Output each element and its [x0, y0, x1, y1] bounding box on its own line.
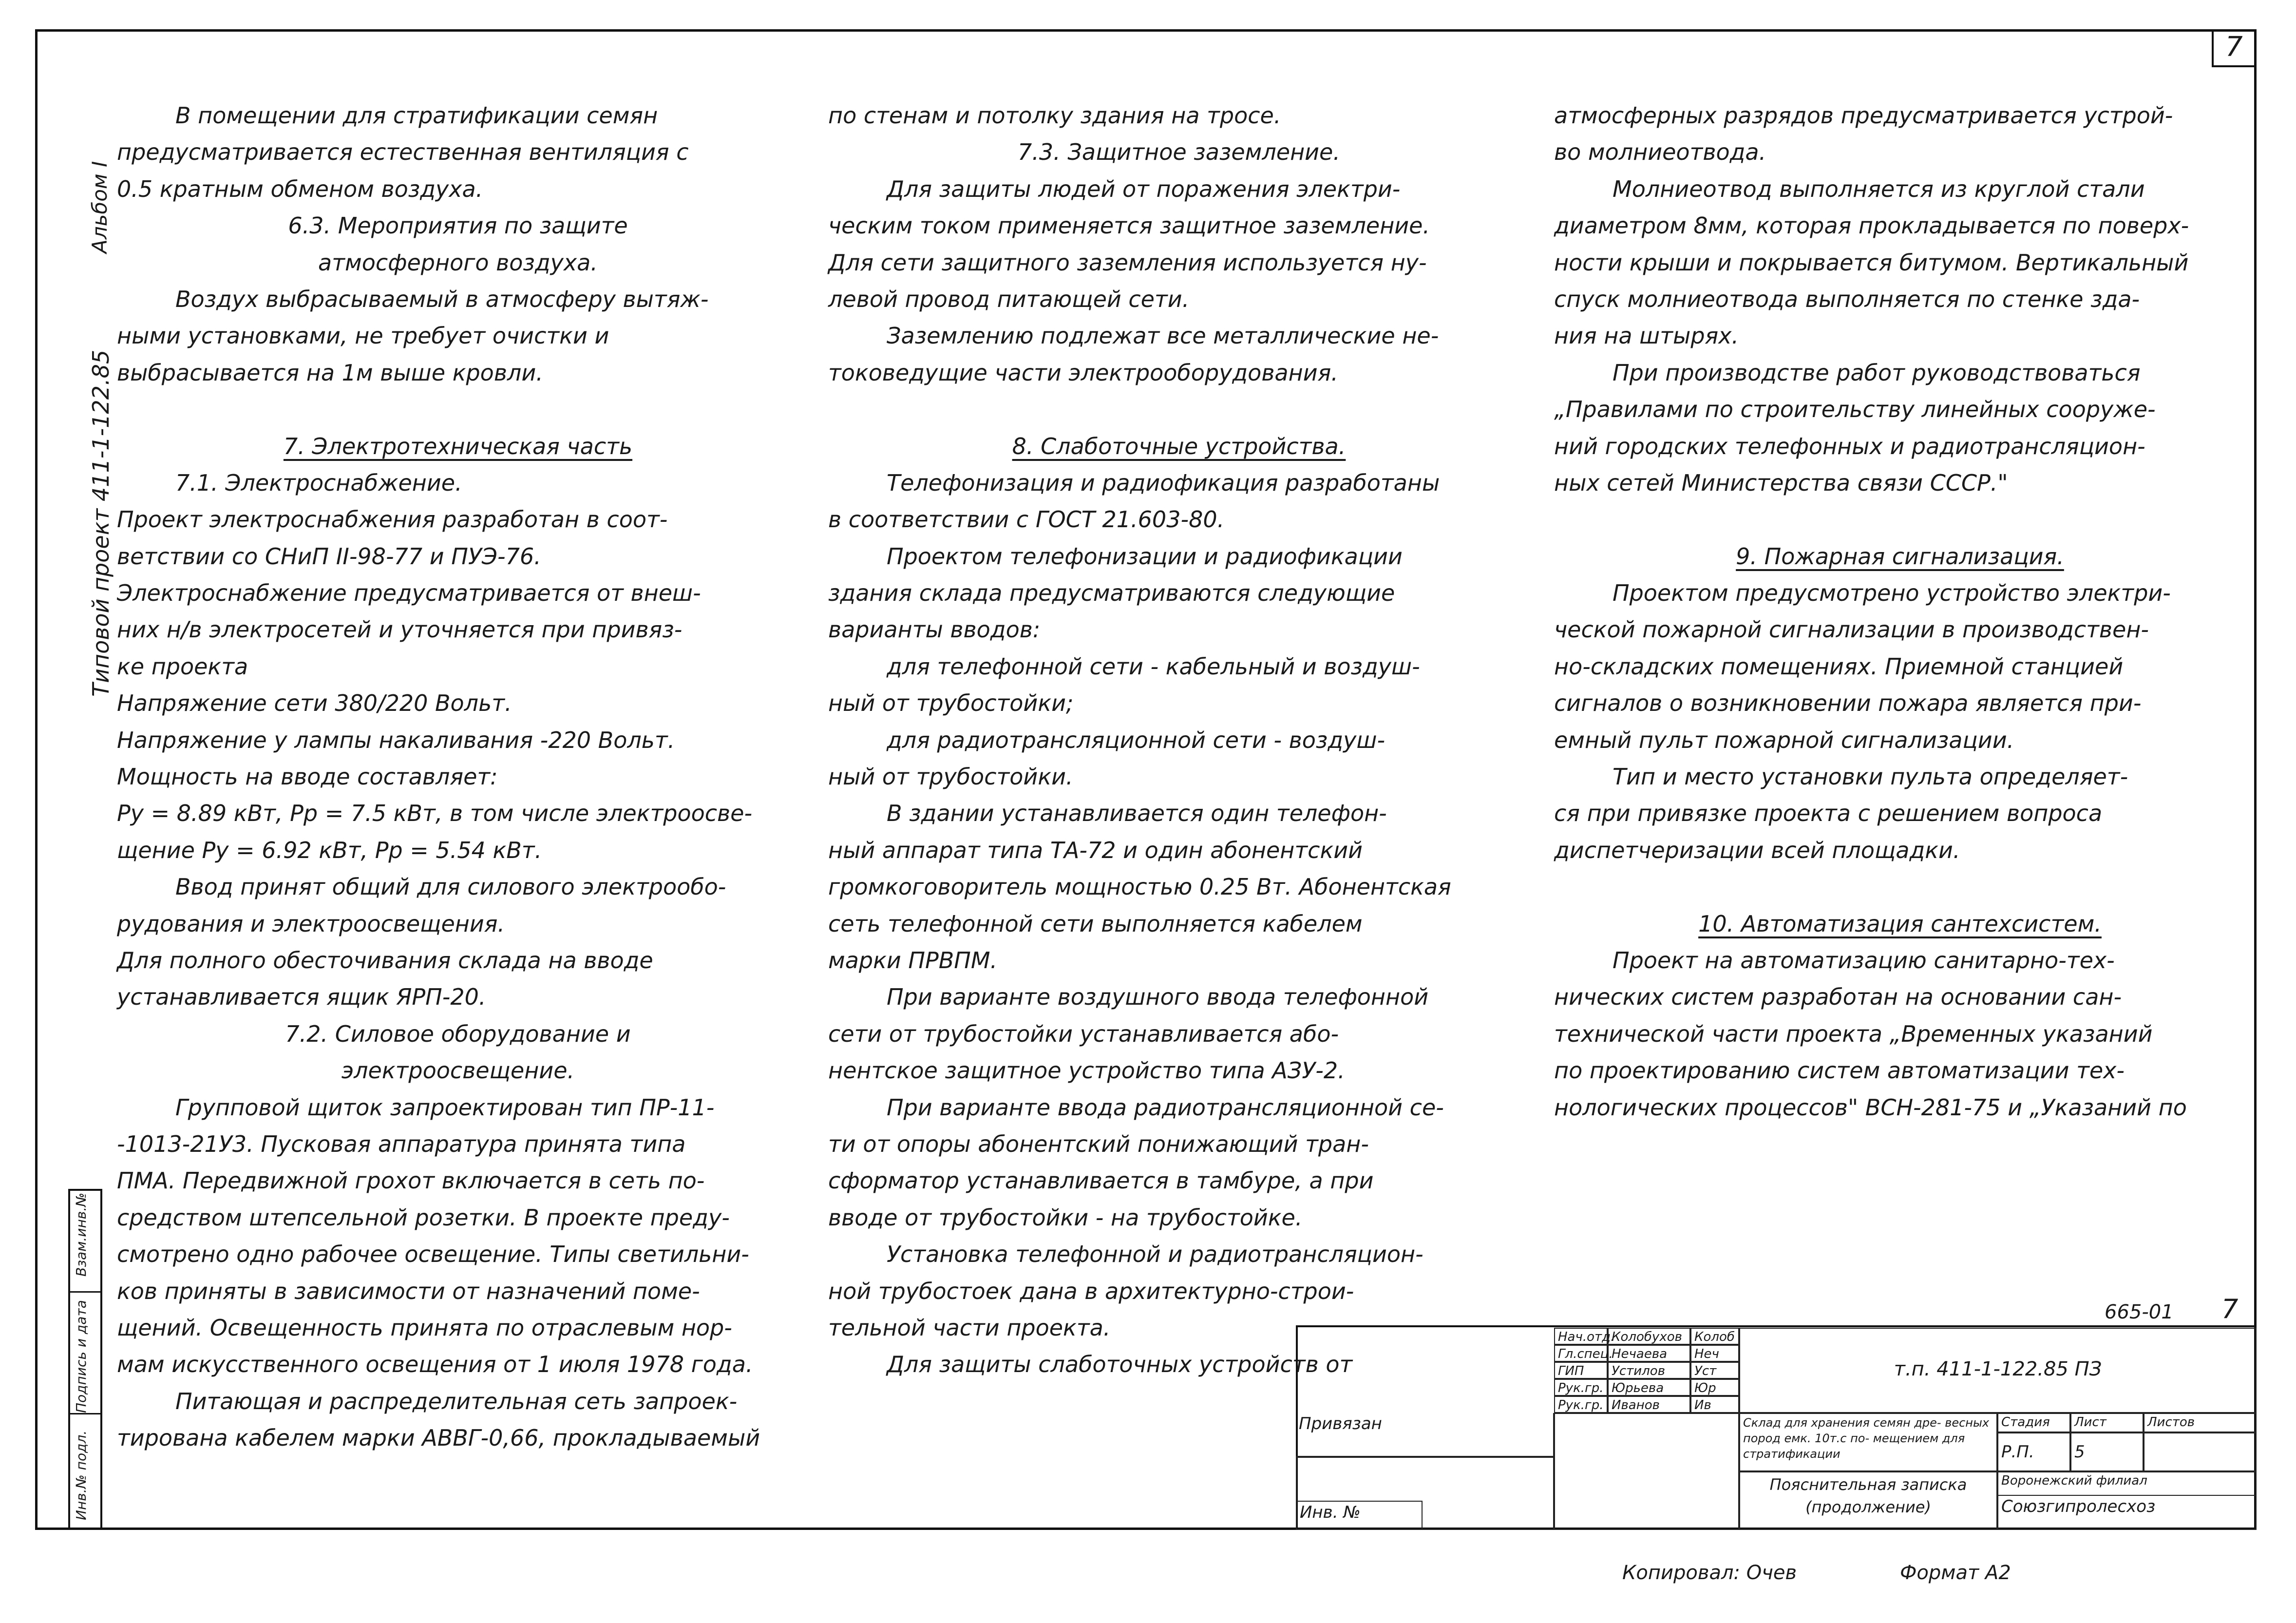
role-cell: Рук.гр. [1554, 1379, 1608, 1396]
text-line: Электроснабжение предусматривается от внеш- [117, 580, 701, 607]
text-line: ков приняты в зависимости от назначений поме- [117, 1278, 700, 1304]
text-line: ветствии со СНиП II-98-77 и ПУЭ-76. [117, 543, 541, 570]
organization-name: Союзгипролесхоз [1997, 1496, 2257, 1530]
section-heading: 10. Автоматизация сантехсистем. [1698, 910, 2102, 937]
section-heading: 7. Электротехническая часть [283, 433, 633, 459]
sheet-number-right: 7 [2221, 1294, 2239, 1324]
text-line: „Правилами по строительству линейных сооруже- [1554, 396, 2156, 423]
role-name: Устилов [1608, 1362, 1690, 1379]
text-line: ческой пожарной сигнализации в производствен- [1554, 616, 2149, 643]
role-name: Юрьева [1608, 1379, 1690, 1396]
footer-copied: Копировал: Очев [1622, 1562, 1797, 1584]
role-sign: Неч [1690, 1345, 1739, 1362]
text-line: В помещении для стратификации семян [175, 102, 658, 129]
text-line: технической части проекта „Временных указаний [1554, 1020, 2153, 1047]
text-line: При варианте ввода радиотрансляционной се- [887, 1094, 1444, 1121]
designation-cell: т.п. 411-1-122.85 ПЗ [1739, 1328, 2257, 1413]
text-line: 0.5 кратным обменом воздуха. [117, 175, 483, 202]
subsection-heading: 7.3. Защитное заземление. [1018, 139, 1340, 166]
drawing-title: Склад для хранения семян дре- весных пород емк. 10т.с по- мещением для стратификации [1739, 1413, 1997, 1471]
text-line: Установка телефонной и радиотрансляцион- [887, 1241, 1423, 1268]
text-line: диаметром 8мм, которая прокладывается по поверх- [1554, 212, 2189, 239]
text-line: для радиотрансляционной сети - воздуш- [887, 726, 1385, 753]
text-line: токоведущие части электрооборудования. [828, 359, 1338, 386]
text-line: выбрасывается на 1м выше кровли. [117, 359, 543, 386]
text-line: марки ПРВПМ. [828, 947, 998, 974]
roles-empty-area [1554, 1413, 1739, 1530]
text-line: сеть телефонной сети выполняется кабелем [828, 910, 1363, 937]
text-line: -1013-21У3. Пусковая аппаратура принята типа [117, 1130, 686, 1157]
left-cell-1: Инв.№ подл. [73, 1430, 89, 1520]
text-line: в соответствии с ГОСТ 21.603-80. [828, 506, 1225, 533]
text-line: варианты вводов: [828, 616, 1041, 643]
text-line: ных сетей Министерства связи СССР." [1554, 469, 2008, 496]
text-line: емный пульт пожарной сигнализации. [1554, 726, 2014, 753]
section-heading: 9. Пожарная сигнализация. [1736, 543, 2064, 570]
text-line: щение Ру = 6.92 кВт, Рр = 5.54 кВт. [117, 837, 542, 863]
text-line: спуск молниеотвода выполняется по стенке зда- [1554, 286, 2140, 312]
sheet-code: 665-01 [2105, 1301, 2174, 1323]
role-name: Иванов [1608, 1396, 1690, 1413]
sheets-value [2144, 1432, 2257, 1471]
project-label: Типовой проект 411-1-122.85 [88, 349, 114, 697]
text-line: по стенам и потолку здания на тросе. [828, 102, 1281, 129]
text-line: левой провод питающей сети. [828, 286, 1190, 312]
text-line: вводе от трубостойки - на трубостойке. [828, 1204, 1303, 1231]
text-line: Ввод принят общий для силового электрообо- [175, 874, 726, 900]
blank-line [117, 391, 799, 428]
role-sign: Юр [1690, 1379, 1739, 1396]
text-line: В здании устанавливается один телефон- [887, 800, 1387, 827]
organization-branch: Воронежский филиал [1997, 1471, 2257, 1496]
text-line: Проект на автоматизацию санитарно-тех- [1613, 947, 2115, 974]
text-line: ный от трубостойки. [828, 764, 1073, 790]
text-line: диспетчеризации всей площадки. [1554, 837, 1960, 863]
sheet-label: Лист [2070, 1413, 2144, 1432]
text-line: Групповой щиток запроектирован тип ПР-11- [175, 1094, 715, 1121]
role-name: Нечаева [1608, 1345, 1690, 1362]
text-line: ными установками, не требует очистки и [117, 323, 609, 349]
column-1 [117, 97, 799, 1456]
text-line: для телефонной сети - кабельный и воздуш- [887, 653, 1420, 680]
text-line: нентское защитное устройство типа АЗУ-2. [828, 1057, 1345, 1084]
sheets-label: Листов [2144, 1413, 2257, 1432]
text-line: нологических процессов" ВСН-281-75 и „Указаний по [1554, 1094, 2187, 1121]
text-line: во молниеотвода. [1554, 139, 1766, 166]
left-cell-3: Взам.инв.№ [73, 1192, 89, 1277]
left-cell-2: Подпись и дата [73, 1300, 89, 1413]
section-heading: 6.3. Мероприятия по защите [288, 212, 628, 239]
inv-cell: Инв. № [1296, 1501, 1423, 1530]
text-line: ке проекта [117, 653, 248, 680]
text-line: Заземлению подлежат все металлические не- [887, 323, 1439, 349]
text-line: Питающая и распределительная сеть запроек- [175, 1388, 738, 1414]
column-3 [1554, 97, 2246, 1126]
text-line: ти от опоры абонентский понижающий тран- [828, 1130, 1369, 1157]
column-2 [828, 97, 1530, 1383]
text-line: ся при привязке проекта с решением вопроса [1554, 800, 2103, 827]
role-cell: Гл.спец. [1554, 1345, 1608, 1362]
text-line: сети от трубостойки устанавливается або- [828, 1020, 1339, 1047]
text-line: Телефонизация и радиофикация разработаны [887, 469, 1440, 496]
text-line: Воздух выбрасываемый в атмосферу вытяж- [175, 286, 709, 312]
text-line: ПМА. Передвижной грохот включается в сеть по- [117, 1167, 705, 1194]
role-cell: Нач.отд. [1554, 1328, 1608, 1345]
text-line: Для защиты людей от поражения электри- [887, 175, 1401, 202]
text-line: но-складских помещениях. Приемной станцией [1554, 653, 2124, 680]
subsection-heading: 7.1. Электроснабжение. [175, 469, 462, 496]
text-line: нических систем разработан на основании сан- [1554, 984, 2122, 1011]
sheet-value: 5 [2070, 1432, 2144, 1471]
text-line: ния на штырях. [1554, 323, 1739, 349]
text-line: ческим током применяется защитное заземление. [828, 212, 1430, 239]
text-line: Напряжение сети 380/220 Вольт. [117, 690, 512, 717]
role-cell: Рук.гр. [1554, 1396, 1608, 1413]
text-line: мам искусственного освещения от 1 июля 1978 года. [117, 1351, 753, 1378]
text-line: При производстве работ руководствоваться [1613, 359, 2141, 386]
text-line: смотрено одно рабочее освещение. Типы светильни- [117, 1241, 749, 1268]
stage-value: Р.П. [1997, 1432, 2070, 1471]
text-line: ный аппарат типа ТА-72 и один абонентский [828, 837, 1363, 863]
role-sign: Ив [1690, 1396, 1739, 1413]
text-line: Проект электроснабжения разработан в соот- [117, 506, 668, 533]
text-line: них н/в электросетей и уточняется при привяз- [117, 616, 683, 643]
text-line: щений. Освещенность принята по отраслевым нор- [117, 1314, 732, 1341]
left-table-divider-1 [68, 1413, 102, 1414]
text-line: Для сети защитного заземления используется ну- [828, 249, 1427, 276]
text-line: рудования и электроосвещения. [117, 910, 505, 937]
text-line: Напряжение у лампы накаливания -220 Вольт. [117, 726, 675, 753]
text-line: Молниеотвод выполняется из круглой стали [1613, 175, 2145, 202]
role-sign: Колоб [1690, 1328, 1739, 1345]
album-label: Альбом I [88, 161, 112, 253]
section-heading: атмосферного воздуха. [318, 249, 598, 276]
blank-line [1554, 501, 2246, 538]
text-line: ный от трубостойки; [828, 690, 1074, 717]
text-line: Для защиты слаботочных устройств от [887, 1351, 1353, 1378]
subsection-heading: 7.2. Силовое оборудование и [285, 1020, 631, 1047]
sheet-number: 7 [2225, 31, 2243, 63]
text-line: Мощность на вводе составляет: [117, 764, 498, 790]
text-line: При варианте воздушного ввода телефонной [887, 984, 1429, 1011]
subsection-heading: электроосвещение. [341, 1057, 575, 1084]
text-line: тирована кабелем марки АВВГ-0,66, прокладываемый [117, 1425, 760, 1451]
footer-format: Формат А2 [1900, 1562, 2011, 1584]
left-table-divider-2 [68, 1291, 102, 1293]
text-line: Ру = 8.89 кВт, Рр = 7.5 кВт, в том числе электроосве- [117, 800, 753, 827]
text-line: сигналов о возникновении пожара является при- [1554, 690, 2142, 717]
text-line: предусматривается естественная вентиляция с [117, 139, 689, 166]
text-line: Для полного обесточивания склада на вводе [117, 947, 653, 974]
text-line: тельной части проекта. [828, 1314, 1111, 1341]
text-line: громкоговоритель мощностью 0.25 Вт. Абонентская [828, 874, 1451, 900]
text-line: Проектом предусмотрено устройство электри- [1613, 580, 2171, 607]
text-line: ний городских телефонных и радиотрансляцион- [1554, 433, 2145, 459]
text-line: Проектом телефонизации и радиофикации [887, 543, 1403, 570]
blank-line [1554, 869, 2246, 905]
text-line: сформатор устанавливается в тамбуре, а при [828, 1167, 1374, 1194]
text-line: средством штепсельной розетки. В проекте преду- [117, 1204, 730, 1231]
role-sign: Уст [1690, 1362, 1739, 1379]
role-cell: ГИП [1554, 1362, 1608, 1379]
text-line: по проектированию систем автоматизации тех- [1554, 1057, 2125, 1084]
section-heading: 8. Слаботочные устройства. [1012, 433, 1346, 459]
text-line: Тип и место установки пульта определяет- [1613, 764, 2128, 790]
text-line: ной трубостоек дана в архитектурно-строи- [828, 1278, 1354, 1304]
drawing-subtitle: Пояснительная записка (продолжение) [1739, 1471, 1997, 1530]
role-name: Колобухов [1608, 1328, 1690, 1345]
blank-line [828, 391, 1530, 428]
privyazan-cell: Привязан [1296, 1413, 1554, 1457]
text-line: устанавливается ящик ЯРП-20. [117, 984, 486, 1011]
stage-label: Стадия [1997, 1413, 2070, 1432]
text-line: ности крыши и покрывается битумом. Вертикальный [1554, 249, 2189, 276]
text-line: здания склада предусматриваются следующие [828, 580, 1395, 607]
text-line: атмосферных разрядов предусматривается устрой- [1554, 102, 2173, 129]
